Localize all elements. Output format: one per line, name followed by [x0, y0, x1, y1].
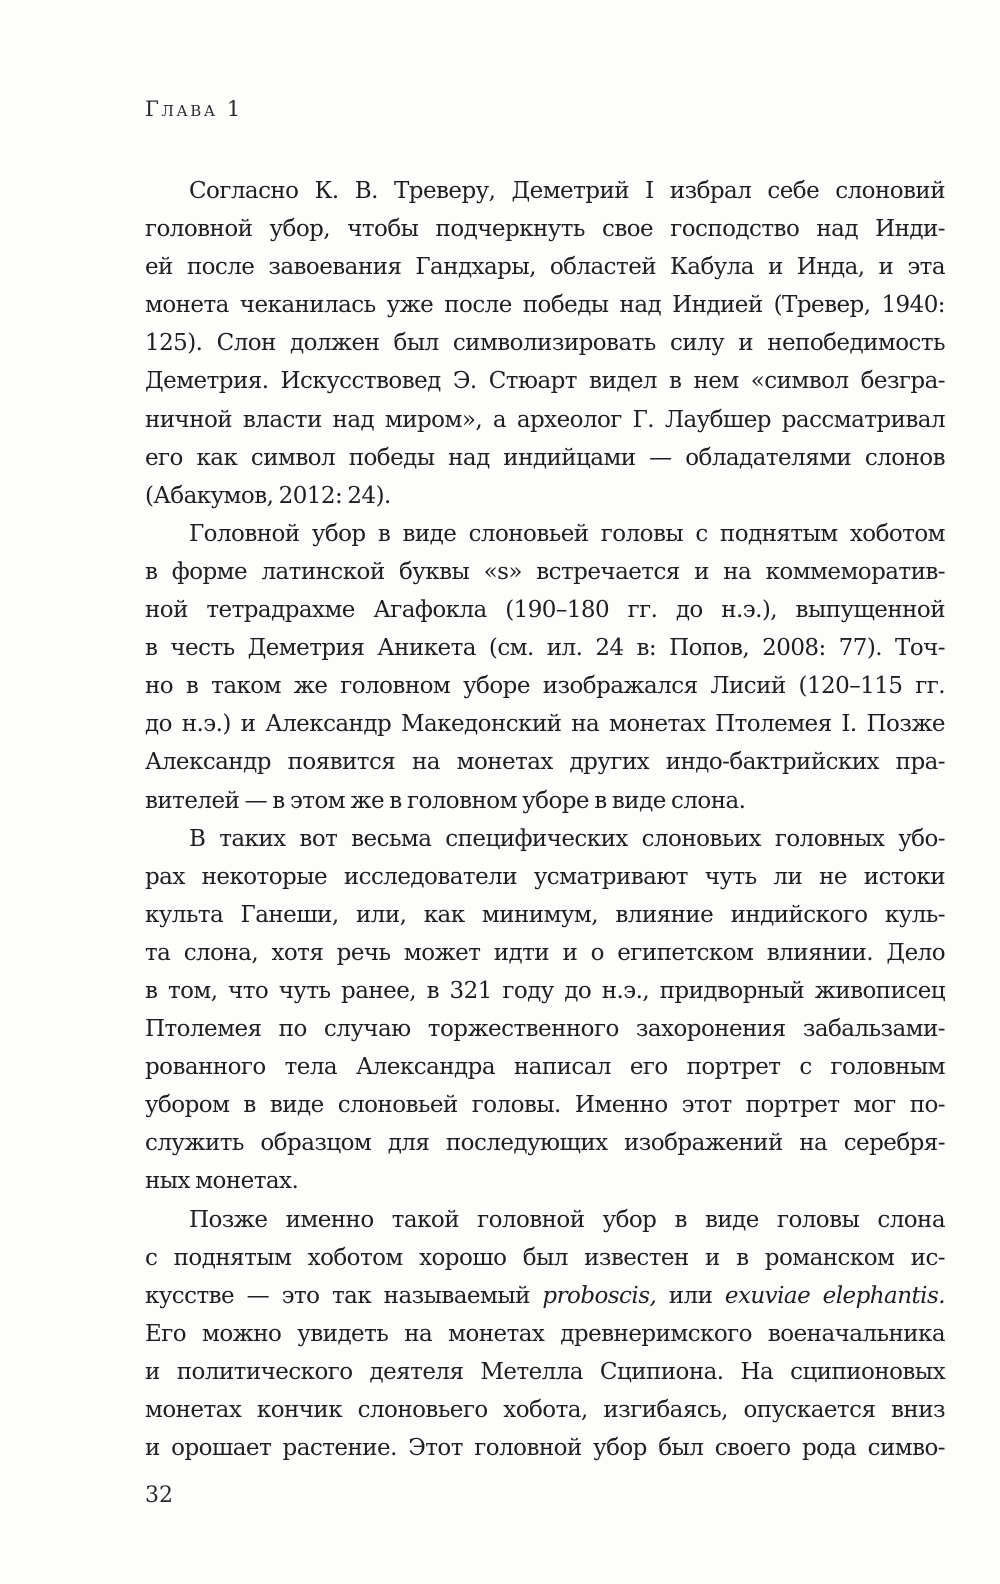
text-line: Деметрия. Искусствовед Э. Стюарт видел в нем «символ безгра- — [145, 368, 945, 395]
text-line: ей после завоевания Гандхары, областей Кабула и Инда, и эта — [145, 254, 945, 281]
text-line: рованного тела Александра написал его портрет с головным — [145, 1054, 945, 1081]
text-line: Александр появится на монетах других индо-бактрийских пра- — [145, 749, 945, 776]
text-line: ной тетрадрахме Агафокла (190–180 гг. до н.э.), выпущенной — [145, 597, 945, 624]
paragraph — [145, 515, 945, 820]
text-line: монета чеканилась уже после победы над Индией (Тревер, 1940: — [145, 292, 945, 319]
text-line: его как символ победы над индийцами — обладателями слонов — [145, 444, 945, 471]
text-line: в том, что чуть ранее, в 321 году до н.э., придворный живописец — [145, 977, 945, 1004]
text-line: служить образцом для последующих изображений на серебря- — [145, 1130, 945, 1157]
text-line: убором в виде слоновьей головы. Именно этот портрет мог по- — [145, 1092, 945, 1119]
paragraph — [145, 1201, 945, 1468]
text-line: В таких вот весьма специфических слоновьих головных убо- — [189, 825, 945, 852]
text-fragment: или — [656, 1282, 725, 1309]
text-line: та слона, хотя речь может идти и о египетском влиянии. Дело — [145, 939, 945, 966]
latin-term: proboscis, — [542, 1282, 657, 1309]
text-line: рах некоторые исследователи усматривают чуть ли не истоки — [145, 863, 945, 890]
text-line: до н.э.) и Александр Македонский на монетах Птолемея I. Позже — [145, 711, 945, 738]
text-line: головной убор, чтобы подчеркнуть свое господство над Инди- — [145, 216, 945, 243]
text-line: в форме латинской буквы «s» встречается и на коммеморатив- — [145, 558, 945, 585]
text-line: Позже именно такой головной убор в виде головы слона — [189, 1206, 945, 1233]
text-line: с поднятым хоботом хорошо был известен и в романском ис- — [145, 1244, 945, 1271]
text-line: и политического деятеля Метелла Сципиона. На сципионовых — [145, 1358, 945, 1385]
text-line: культа Ганеши, или, как минимум, влияние индийского куль- — [145, 901, 945, 928]
text-line: и орошает растение. Этот головной убор был своего рода симво- — [145, 1435, 945, 1462]
text-line: (Абакумов, 2012: 24). — [145, 482, 391, 509]
text-line: вителей — в этом же в головном уборе в виде слона. — [145, 787, 746, 814]
text-line: ничной власти над миром», а археолог Г. Лаубшер рассматривал — [145, 406, 945, 433]
text-line: Птолемея по случаю торжественного захоронения забальзами- — [145, 1016, 945, 1043]
text-line: монетах кончик слоновьего хобота, изгибаясь, опускается вниз — [145, 1397, 945, 1423]
text-line: но в таком же головном уборе изображался Лисий (120–115 гг. — [145, 673, 945, 700]
running-head: Глава 1 — [145, 97, 243, 121]
body-text — [145, 172, 945, 1467]
text-line: Согласно К. В. Треверу, Деметрий I избрал себе слоновий — [189, 178, 945, 204]
page-number: 32 — [145, 1483, 173, 1508]
text-line: в честь Деметрия Аникета (см. ил. 24 в: Попов, 2008: 77). Точ- — [145, 635, 945, 662]
text-line: Головной убор в виде слоновьей головы с поднятым хоботом — [189, 520, 945, 547]
paragraph — [145, 820, 945, 1201]
text-line: Его можно увидеть на монетах древнеримского военачальника — [145, 1320, 945, 1347]
text-fragment: кусстве — это так называемый — [145, 1282, 543, 1309]
text-line: ных монетах. — [145, 1168, 299, 1195]
paragraph — [145, 172, 945, 515]
latin-term: exuviae elephantis. — [724, 1282, 945, 1309]
text-line-with-italics — [145, 1277, 945, 1315]
text-line: 125). Слон должен был символизировать силу и непобедимость — [145, 330, 945, 357]
